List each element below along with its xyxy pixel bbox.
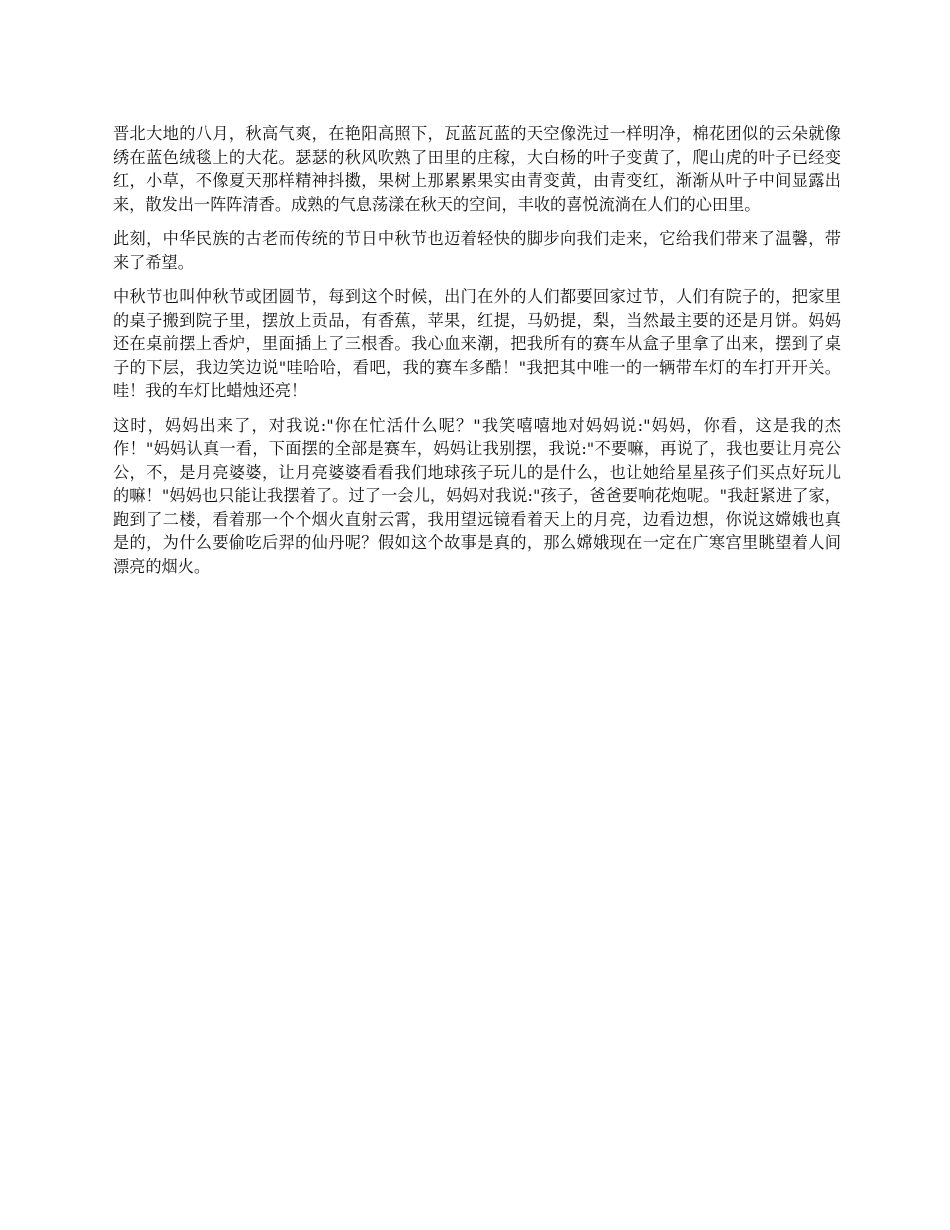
- paragraph-3: 中秋节也叫仲秋节或团圆节，每到这个时候，出门在外的人们都要回家过节，人们有院子的，把家里的桌子搬到院子里，摆放上贡品，有香蕉，苹果，红提，马奶提，梨，当然最主要的还是月饼。妈妈还在桌前摆上香炉，里面插上了三根香。我心血来潮，把我所有的赛车从盒子里拿了出来，摆到了桌子的下层，我边笑边说"哇哈哈，看吧，我的赛车多酷！"我把其中唯一的一辆带车灯的车打开开关。哇！我的车灯比蜡烛还亮！: [113, 287, 841, 400]
- paragraph-1: 晋北大地的八月，秋高气爽，在艳阳高照下，瓦蓝瓦蓝的天空像洗过一样明净，棉花团似的云朵就像绣在蓝色绒毯上的大花。瑟瑟的秋风吹熟了田里的庄稼，大白杨的叶子变黄了，爬山虎的叶子已经变红，小草，不像夏天那样精神抖擞，果树上那累累果实由青变黄，由青变红，渐渐从叶子中间显露出来，散发出一阵阵清香。成熟的气息荡漾在秋天的空间，丰收的喜悦流淌在人们的心田里。: [113, 124, 841, 214]
- document-page: [113, 122, 841, 589]
- paragraph-4: 这时，妈妈出来了，对我说:"你在忙活什么呢？"我笑嘻嘻地对妈妈说:"妈妈，你看，这是我的杰作！"妈妈认真一看，下面摆的全部是赛车，妈妈让我别摆，我说:"不要嘛，再说了，我也要让月亮公公，不，是月亮婆婆，让月亮婆婆看看我们地球孩子玩儿的是什么，也让她给星星孩子们买点好玩儿的嘛！"妈妈也只能让我摆着了。过了一会儿，妈妈对我说:"孩子，爸爸要响花炮呢。"我赶紧进了家，跑到了二楼，看着那一个个烟火直射云霄，我用望远镜看着天上的月亮，边看边想，你说这嫦娥也真是的，为什么要偷吃后羿的仙丹呢？假如这个故事是真的，那么嫦娥现在一定在广寒宫里眺望着人间漂亮的烟火。: [113, 415, 841, 576]
- paragraph-2: 此刻，中华民族的古老而传统的节日中秋节也迈着轻快的脚步向我们走来，它给我们带来了温馨，带来了希望。: [113, 229, 841, 272]
